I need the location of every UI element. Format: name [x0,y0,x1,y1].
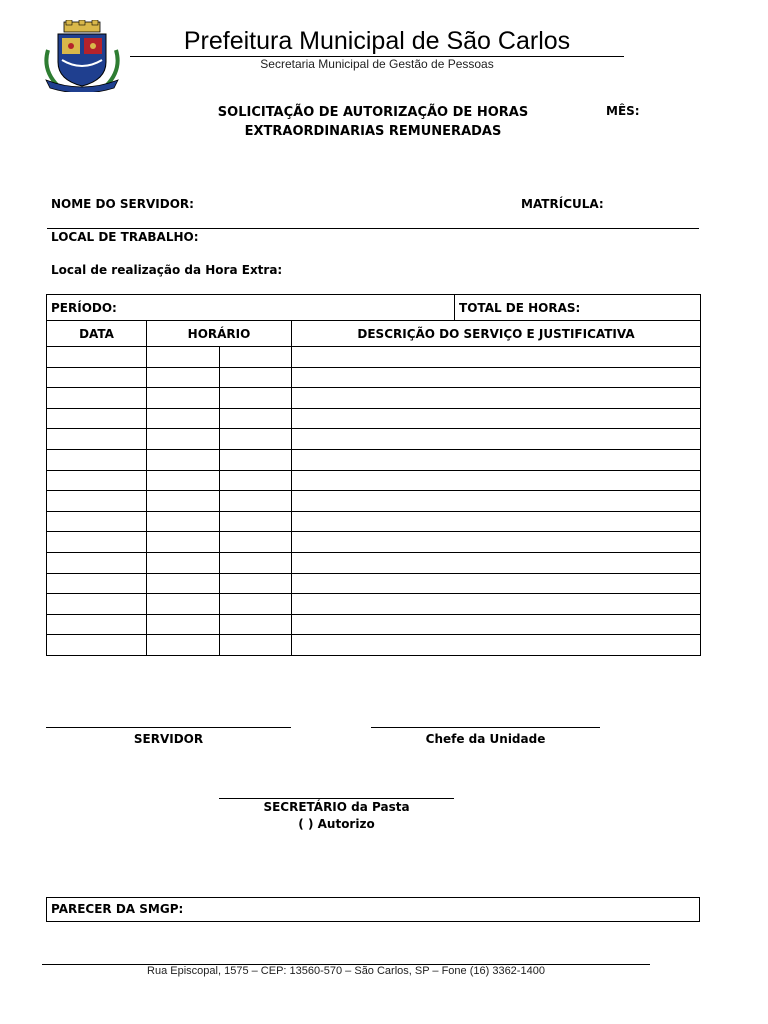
unit-chief-signature-label: Chefe da Unidade [425,732,546,746]
table-row [47,532,701,553]
date-cell[interactable] [47,594,147,615]
unit-chief-signature-line [371,727,600,728]
date-cell[interactable] [47,532,147,553]
authorize-label: Autorizo [317,817,375,831]
time-start-cell[interactable] [147,552,220,573]
time-start-cell[interactable] [147,511,220,532]
time-end-cell[interactable] [220,614,292,635]
date-cell[interactable] [47,491,147,512]
table-row [47,347,701,368]
time-end-cell[interactable] [220,388,292,409]
description-cell[interactable] [292,532,701,553]
table-row [47,511,701,532]
time-end-cell[interactable] [220,491,292,512]
table-row [47,388,701,409]
time-start-cell[interactable] [147,367,220,388]
date-cell[interactable] [47,367,147,388]
time-start-cell[interactable] [147,491,220,512]
description-cell[interactable] [292,470,701,491]
time-end-cell[interactable] [220,449,292,470]
page-subtitle: Secretaria Municipal de Gestão de Pessoas [260,57,494,71]
description-cell[interactable] [292,367,701,388]
time-start-cell[interactable] [147,594,220,615]
secretary-signature-label: SECRETÁRIO da Pasta [263,800,410,814]
date-cell[interactable] [47,449,147,470]
table-row [47,491,701,512]
time-start-cell[interactable] [147,347,220,368]
date-cell[interactable] [47,408,147,429]
month-label: MÊS: [606,104,640,118]
time-start-cell[interactable] [147,429,220,450]
form-title [200,103,546,141]
authorize-checkbox[interactable]: ( ) [298,817,314,831]
column-header-time: HORÁRIO [147,321,292,347]
secretary-signature-line [219,798,454,799]
time-end-cell[interactable] [220,594,292,615]
description-cell[interactable] [292,614,701,635]
time-start-cell[interactable] [147,470,220,491]
table-row [47,470,701,491]
description-cell[interactable] [292,408,701,429]
period-label: PERÍODO: [51,300,117,315]
time-start-cell[interactable] [147,532,220,553]
time-end-cell[interactable] [220,347,292,368]
date-cell[interactable] [47,511,147,532]
time-start-cell[interactable] [147,635,220,656]
description-cell[interactable] [292,388,701,409]
description-cell[interactable] [292,347,701,368]
time-end-cell[interactable] [220,511,292,532]
description-cell[interactable] [292,635,701,656]
table-row [47,552,701,573]
form-title-line1: SOLICITAÇÃO DE AUTORIZAÇÃO DE HORAS [217,105,529,120]
column-header-description: DESCRIÇÃO DO SERVIÇO E JUSTIFICATIVA [292,321,701,347]
table-row [47,594,701,615]
overtime-location-label: Local de realização da Hora Extra: [51,263,283,277]
date-cell[interactable] [47,635,147,656]
coat-of-arms-logo [40,20,124,92]
table-row [47,635,701,656]
time-end-cell[interactable] [220,470,292,491]
description-cell[interactable] [292,511,701,532]
date-cell[interactable] [47,614,147,635]
total-hours-cell[interactable] [455,295,701,321]
column-header-date: DATA [47,321,147,347]
description-cell[interactable] [292,449,701,470]
registration-label: MATRÍCULA: [521,197,604,211]
footer-address: Rua Episcopal, 1575 – CEP: 13560-570 – São Carlos, SP – Fone (16) 3362-1400 [147,965,545,977]
workplace-label: LOCAL DE TRABALHO: [51,230,199,244]
table-row [47,573,701,594]
server-signature-line [46,727,291,728]
page-title: Prefeitura Municipal de São Carlos [183,27,571,55]
description-cell[interactable] [292,594,701,615]
smgp-opinion-field[interactable] [46,897,700,922]
date-cell[interactable] [47,470,147,491]
server-name-label: NOME DO SERVIDOR: [51,197,194,211]
table-row [47,408,701,429]
time-end-cell[interactable] [220,552,292,573]
time-end-cell[interactable] [220,367,292,388]
date-cell[interactable] [47,552,147,573]
description-cell[interactable] [292,552,701,573]
date-cell[interactable] [47,388,147,409]
table-row [47,429,701,450]
overtime-table [46,294,701,656]
date-cell[interactable] [47,347,147,368]
smgp-opinion-label: PARECER DA SMGP: [51,902,184,916]
time-start-cell[interactable] [147,573,220,594]
date-cell[interactable] [47,573,147,594]
authorize-option[interactable] [219,817,454,831]
time-end-cell[interactable] [220,635,292,656]
time-end-cell[interactable] [220,429,292,450]
form-title-line2: EXTRAORDINARIAS REMUNERADAS [244,124,502,139]
total-hours-label: TOTAL DE HORAS: [459,300,581,315]
date-cell[interactable] [47,429,147,450]
time-start-cell[interactable] [147,614,220,635]
description-cell[interactable] [292,573,701,594]
field-divider [47,228,699,229]
time-end-cell[interactable] [220,532,292,553]
server-signature-label: SERVIDOR [133,732,204,746]
time-end-cell[interactable] [220,408,292,429]
table-row [47,614,701,635]
table-row [47,449,701,470]
time-start-cell[interactable] [147,388,220,409]
description-cell[interactable] [292,491,701,512]
time-start-cell[interactable] [147,449,220,470]
description-cell[interactable] [292,429,701,450]
time-start-cell[interactable] [147,408,220,429]
time-end-cell[interactable] [220,573,292,594]
table-row [47,367,701,388]
period-cell[interactable] [47,295,455,321]
